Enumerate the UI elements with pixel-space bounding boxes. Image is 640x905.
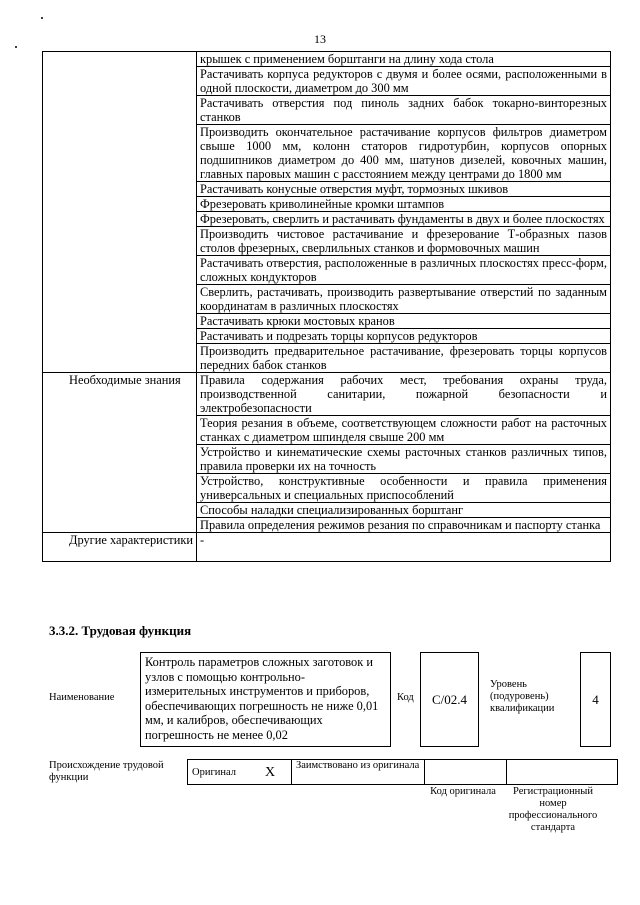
skill-item: Растачивать отверстия под пиноль задних бабок токарно-винторезных станков [197, 96, 611, 125]
skill-item: Растачивать корпуса редукторов с двумя и более осями, расположенными в одной плоскости, диаметром до 300 мм [197, 67, 611, 96]
skill-item: Растачивать отверстия, расположенные в различных плоскостях пресс-форм, сложных кондукторов [197, 256, 611, 285]
skill-item: крышек с применением борштанги на длину хода стола [197, 52, 611, 67]
knowledge-item: Способы наладки специализированных борштанг [197, 503, 611, 518]
other-label: Другие характеристики [43, 533, 197, 562]
qualification-level-box [580, 652, 611, 747]
skill-item: Растачивать и подрезать торцы корпусов редукторов [197, 329, 611, 344]
other-value: - [197, 533, 611, 562]
skills-knowledge-table [42, 51, 611, 562]
table-row [43, 533, 611, 562]
name-label: Наименование [49, 692, 115, 703]
function-code-value: С/02.4 [431, 691, 468, 707]
skill-item: Фрезеровать, сверлить и растачивать фундаменты в двух и более плоскостях [197, 212, 611, 227]
knowledge-item: Теория резания в объеме, соответствующем сложности работ на расточных станках с диаметром шпинделя свыше 200 мм [197, 416, 611, 445]
reg-number-caption: Регистрационный номер профессионального стандарта [508, 786, 598, 833]
origin-code-cell [425, 760, 507, 785]
skill-item: Производить предварительное растачивание, фрезеровать торцы корпусов передних бабок станков [197, 344, 611, 373]
knowledge-item: Устройство и кинематические схемы расточных станков различных типов, правила проверки их на точность [197, 445, 611, 474]
knowledge-item: Устройство, конструктивные особенности и правила применения универсальных и специальных приспособлений [197, 474, 611, 503]
origin-mark-cell [261, 760, 292, 785]
origin-label: Происхождение трудовой функции [49, 760, 164, 783]
skill-item: Растачивать крюки мостовых кранов [197, 314, 611, 329]
origin-reg-cell [507, 760, 618, 785]
level-label: Уровень (подуровень) квалификации [490, 679, 555, 714]
knowledge-item: Правила определения режимов резания по справочникам и паспорту станка [197, 518, 611, 533]
qualification-level-value: 4 [592, 691, 599, 707]
origin-borrowed-cell [292, 760, 425, 785]
knowledge-label: Необходимые знания [43, 373, 197, 533]
skills-label-cell [43, 52, 197, 373]
skill-item: Фрезеровать криволинейные кромки штампов [197, 197, 611, 212]
origin-original-cell [188, 760, 262, 785]
function-code-box [420, 652, 479, 747]
function-name-value: Контроль параметров сложных заготовок и узлов с помощью контрольно-измерительных инструментов и приборов, обеспечивающих погрешность не ниже 0,01 мм, и калибров, обеспечивающих погрешность не менее 0,02 [145, 655, 379, 742]
table-row [43, 373, 611, 416]
page-number: 13 [314, 32, 326, 46]
scan-dot [41, 17, 43, 19]
table-row [43, 52, 611, 67]
original-mark: X [265, 764, 276, 780]
skill-item: Производить чистовое растачивание и фрезерование Т-образных пазов столов фрезерных, сверлильных станков и формовочных машин [197, 227, 611, 256]
code-original-caption: Код оригинала [430, 786, 496, 797]
original-label: Оригинал [192, 766, 236, 778]
code-label: Код [397, 692, 414, 703]
skill-item: Сверлить, растачивать, производить развертывание отверстий по заданным координатам в различных плоскостях [197, 285, 611, 314]
origin-table [187, 759, 618, 785]
section-title: 3.3.2. Трудовая функция [49, 623, 192, 638]
knowledge-item: Правила содержания рабочих мест, требования охраны труда, производственной санитарии, пожарной безопасности и электробезопасности [197, 373, 611, 416]
skill-item: Растачивать конусные отверстия муфт, тормозных шкивов [197, 182, 611, 197]
skill-item: Производить окончательное растачивание корпусов фильтров диаметром свыше 1000 мм, колонн статоров гидротурбин, корпусов опорных подшипников диаметром до 400 мм, шатунов дизелей, ковочных машин, главных паровых машин с расстоянием между центрами до 1800 мм [197, 125, 611, 182]
function-name-box [140, 652, 391, 747]
borrowed-label: Заимствовано из оригинала [296, 760, 420, 771]
